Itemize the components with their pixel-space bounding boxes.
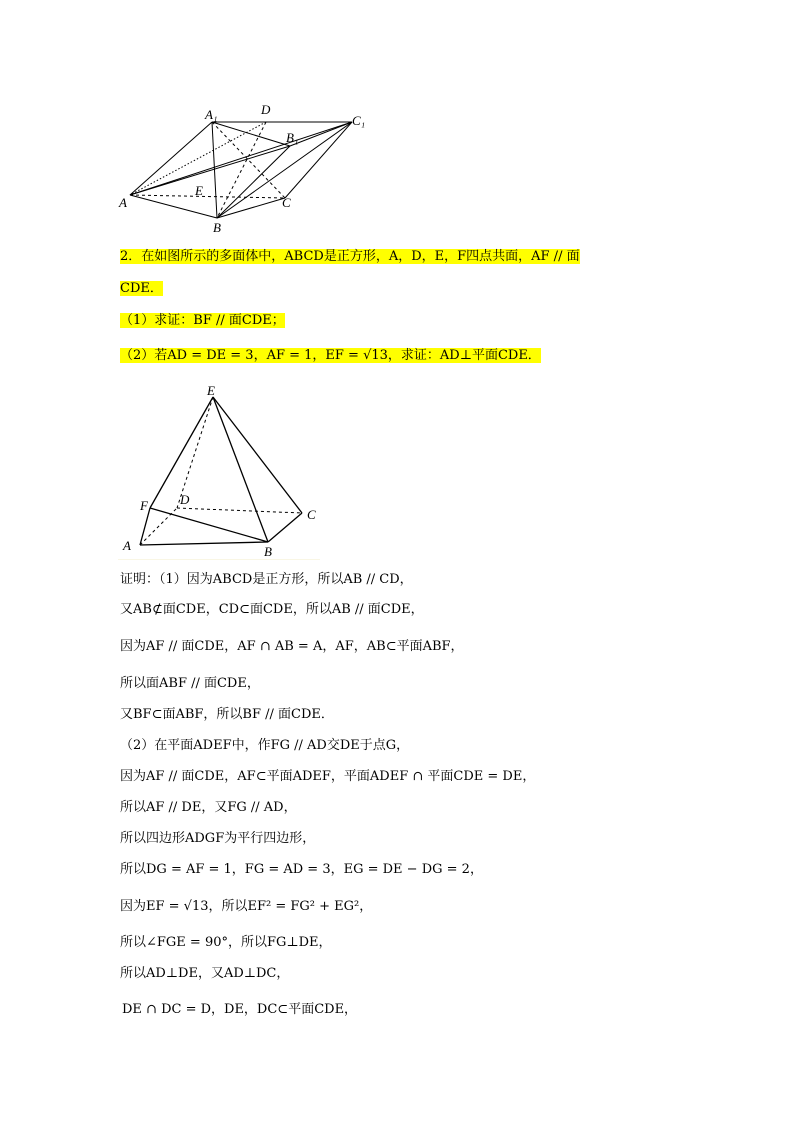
question-part1-line [120, 312, 285, 330]
figure-prism [110, 96, 380, 236]
label-E: E [195, 183, 203, 198]
question-stem-1: 2．在如图所示的多面体中，ABCD是正方形，A，D，E，F四点共面，AF // 面 [120, 249, 580, 264]
proof-line-2: 又AB⊄面CDE，CD⊂面CDE，所以AB // 面CDE， [120, 602, 424, 617]
proof-line-3: 因为AF // 面CDE，AF ∩ AB = A，AF，AB⊂平面ABF， [120, 639, 464, 654]
label-C: C [307, 507, 316, 522]
prism-diagram [110, 96, 380, 236]
proof-line-4: 所以面ABF // 面CDE， [120, 676, 260, 691]
label-F: F [140, 498, 148, 513]
proof-line-13: 所以AD⊥DE，又AD⊥DC， [120, 966, 290, 981]
label-E: E [207, 383, 215, 398]
label-A: A [119, 195, 127, 210]
proof-line-5: 又BF⊂面ABF，所以BF // 面CDE． [120, 707, 334, 722]
question-part1: （1）求证：BF // 面CDE； [120, 313, 285, 328]
label-D: D [180, 492, 190, 507]
label-A1: A₁ [205, 107, 218, 122]
question-part2-line [120, 347, 541, 365]
label-C1: C₁ [352, 113, 366, 128]
proof-line-7: 因为AF // 面CDE，AF⊂平面ADEF，平面ADEF ∩ 平面CDE = DE， [120, 769, 536, 784]
label-D: D [261, 102, 271, 117]
label-B1: B₁ [286, 130, 299, 145]
question-part2: （2）若AD = DE = 3，AF = 1，EF = √13，求证：AD⊥平面CDE． [120, 348, 541, 363]
label-B: B [213, 220, 221, 235]
proof-line-6: （2）在平面ADEF中，作FG // AD交DE于点G， [120, 738, 410, 753]
polyhedron-diagram [115, 380, 330, 560]
proof-line-11: 因为EF = √13，所以EF² = FG² + EG²， [120, 899, 373, 914]
question-stem-2: CDE． [120, 281, 163, 296]
proof-line-9: 所以四边形ADGF为平行四边形， [120, 831, 316, 846]
proof-line-10: 所以DG = AF = 1，FG = AD = 3，EG = DE − DG = 2， [120, 862, 483, 877]
label-B: B [264, 544, 272, 559]
proof-line-8: 所以AF // DE，又FG // AD， [120, 800, 297, 815]
proof-line-14: DE ∩ DC = D，DE，DC⊂平面CDE， [122, 1002, 358, 1017]
question-stem-line1 [120, 248, 580, 266]
proof-line-1: 证明：（1）因为ABCD是正方形，所以AB // CD， [120, 572, 413, 587]
proof-line-12: 所以∠FGE = 90°，所以FG⊥DE， [120, 935, 332, 950]
figure-polyhedron [115, 380, 330, 560]
label-A: A [123, 538, 131, 553]
question-stem-line2 [120, 280, 163, 298]
label-C: C [282, 195, 291, 210]
